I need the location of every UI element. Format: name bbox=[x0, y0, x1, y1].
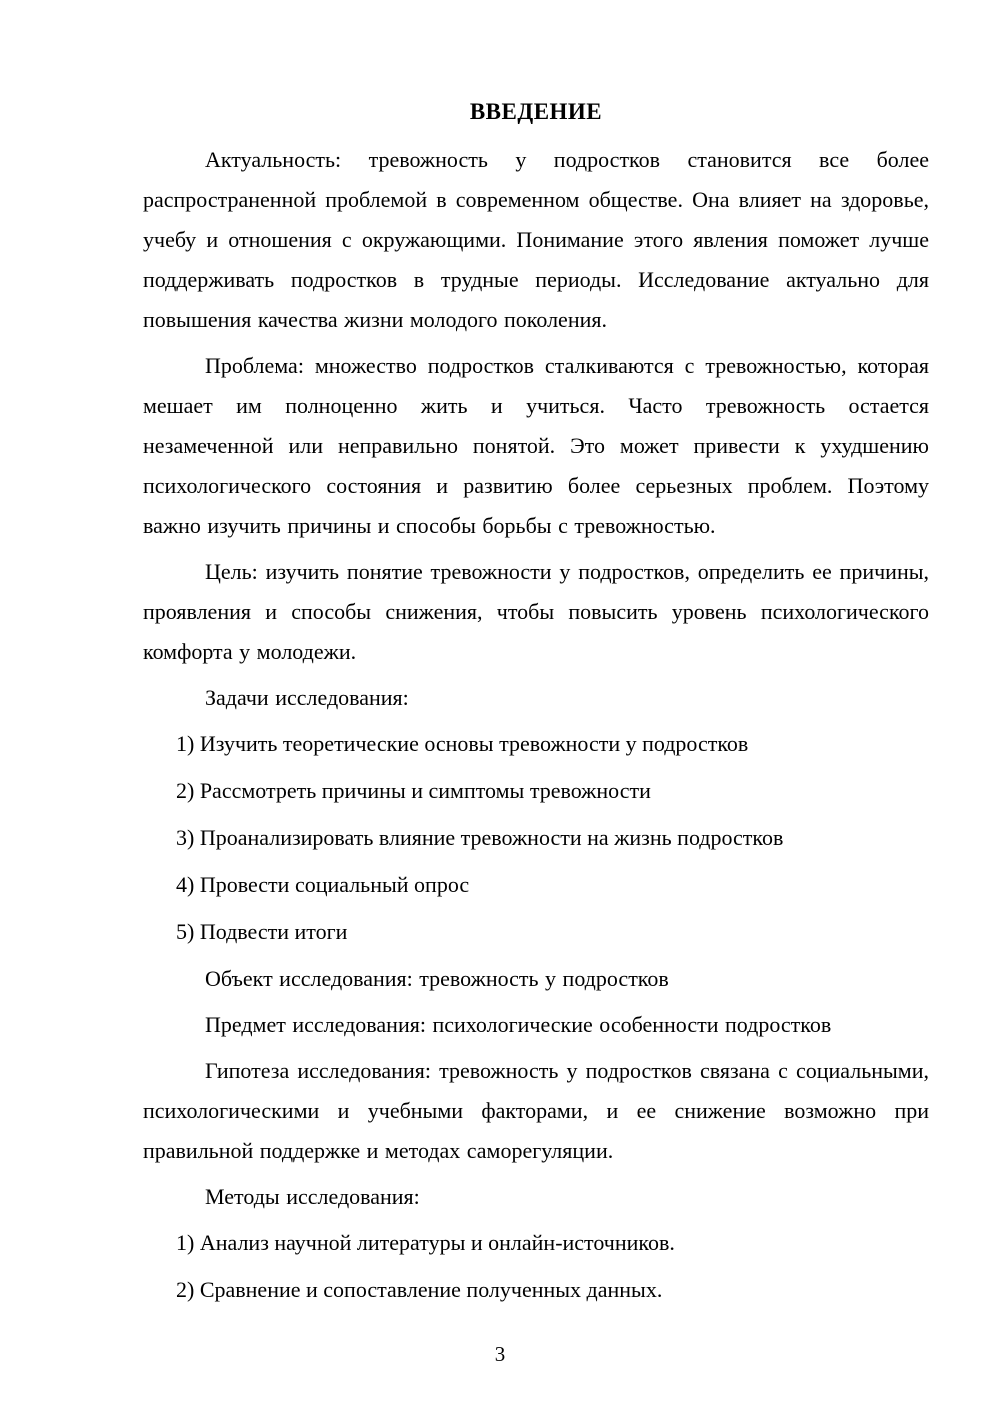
task-item-3: 3) Проанализировать влияние тревожности на жизнь подростков bbox=[176, 825, 784, 850]
paragraph-object: Объект исследования: тревожность у подростков bbox=[205, 966, 669, 991]
paragraph-goal: Цель: изучить понятие тревожности у подростков, определить ее причины, проявления и способы снижения, чтобы повысить уровень психологического комфорта у молодежи. bbox=[143, 559, 929, 664]
task-item-2: 2) Рассмотреть причины и симптомы тревожности bbox=[176, 778, 651, 803]
task-item-5: 5) Подвести итоги bbox=[176, 919, 348, 944]
paragraph-hypothesis: Гипотеза исследования: тревожность у подростков связана с социальными, психологическими и учебными факторами, и ее снижение возможно при правильной поддержке и методах саморегуляции. bbox=[143, 1058, 929, 1163]
task-item-1: 1) Изучить теоретические основы тревожности у подростков bbox=[176, 731, 749, 756]
paragraph-methods-label: Методы исследования: bbox=[205, 1184, 420, 1209]
method-item-2: 2) Сравнение и сопоставление полученных данных. bbox=[176, 1277, 663, 1302]
page-number: 3 bbox=[494, 1342, 506, 1366]
paragraph-tasks-label: Задачи исследования: bbox=[205, 685, 409, 710]
paragraph-problem: Проблема: множество подростков сталкиваются с тревожностью, которая мешает им полноценно жить и учиться. Часто тревожность остается незамеченной или неправильно понятой. Это может привести к ухудшению психологического состояния и развитию более серьезных проблем. Поэтому важно изучить причины и способы борьбы с тревожностью. bbox=[143, 353, 929, 538]
section-title: ВВЕДЕНИЕ bbox=[469, 99, 603, 124]
task-item-4: 4) Провести социальный опрос bbox=[176, 872, 470, 897]
paragraph-subject: Предмет исследования: психологические особенности подростков bbox=[205, 1012, 832, 1037]
method-item-1: 1) Анализ научной литературы и онлайн-источников. bbox=[176, 1230, 675, 1255]
paragraph-relevance: Актуальность: тревожность у подростков становится все более распространенной проблемой в современном обществе. Она влияет на здоровье, учебу и отношения с окружающими. Понимание этого явления поможет лучше поддерживать подростков в трудные периоды. Исследование актуально для повышения качества жизни молодого поколения. bbox=[143, 147, 929, 332]
